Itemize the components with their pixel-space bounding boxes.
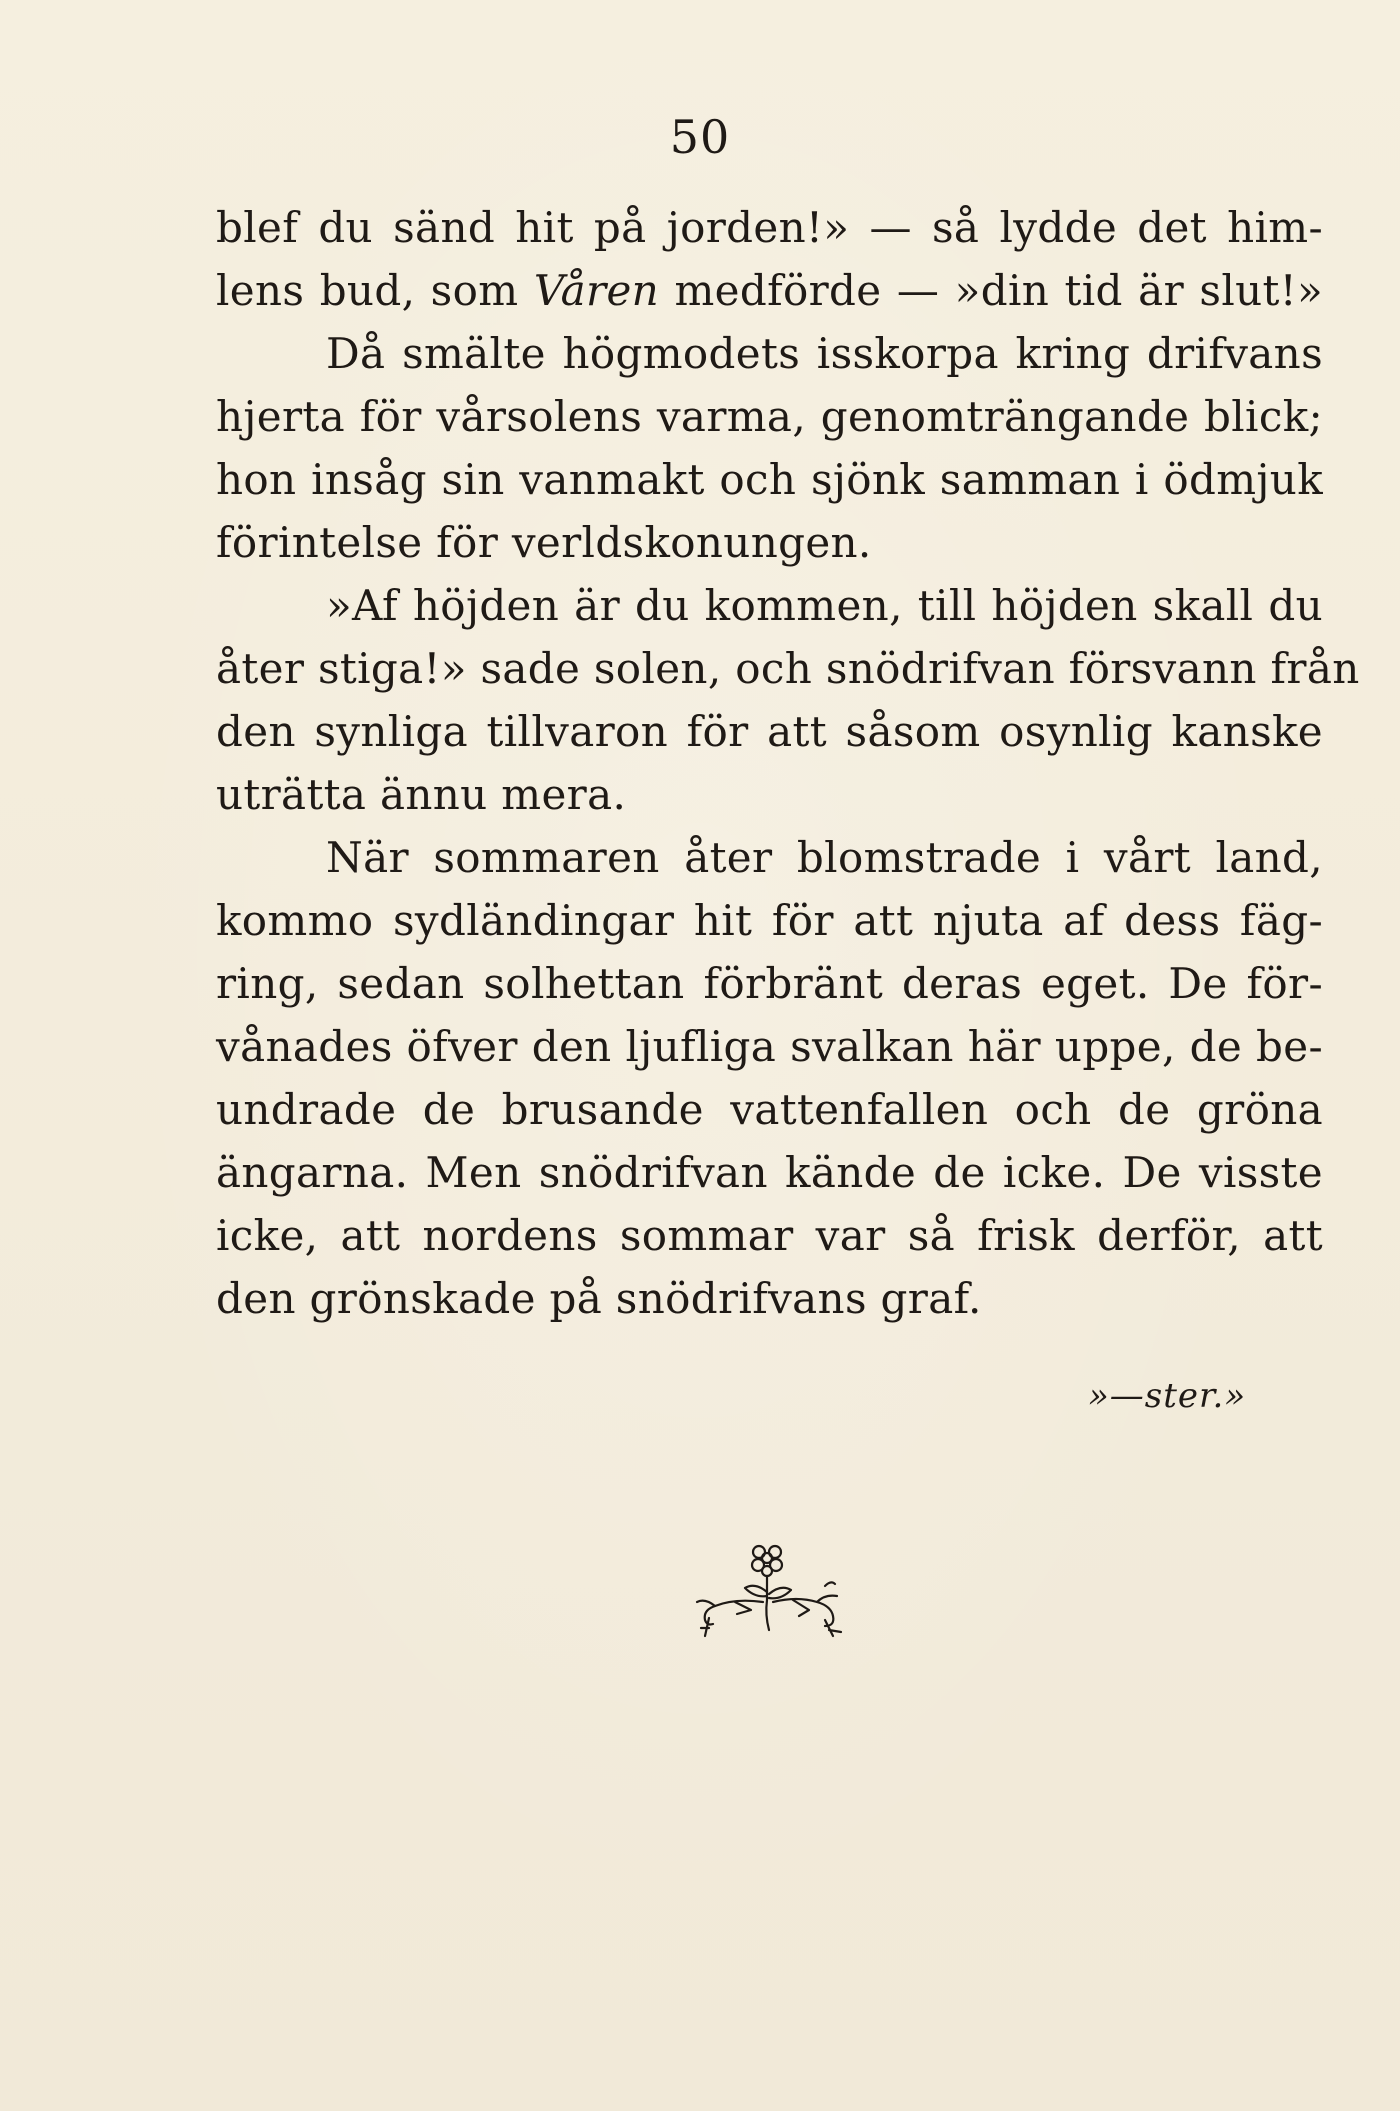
text-line-16: ängarna. Men snödrifvan kände de icke. De visste	[216, 1148, 1323, 1197]
author-signature: »—ster.»	[1088, 1376, 1247, 1416]
text-line-7: »Af höjden är du kommen, till höjden skall du	[326, 581, 1323, 630]
text-line-2: lens bud, som Våren medförde — »din tid är slut!»	[216, 266, 1323, 315]
text-line-18: den grönskade på snödrifvans graf.	[216, 1274, 982, 1323]
text-line-3: Då smälte högmodets isskorpa kring drifvans	[326, 329, 1323, 378]
page-number: 50	[669, 110, 731, 164]
text-line-14: vånades öfver den ljufliga svalkan här uppe, de be-	[216, 1022, 1323, 1071]
text-line-5: hon insåg sin vanmakt och sjönk samman i ödmjuk	[216, 455, 1323, 504]
text-line-8: åter stiga!» sade solen, och snödrifvan försvann från	[216, 644, 1360, 693]
text-line-6: förintelse för verldskonungen.	[216, 518, 872, 567]
text-line-15: undrade de brusande vattenfallen och de gröna	[216, 1085, 1323, 1134]
text-line-10: uträtta ännu mera.	[216, 770, 627, 819]
body-text	[216, 196, 1360, 1330]
text-line-13: ring, sedan solhettan förbränt deras eget. De för-	[216, 959, 1323, 1008]
text-line-17: icke, att nordens sommar var så frisk derför, att	[216, 1211, 1323, 1260]
text-line-1: blef du sänd hit på jorden!» — så lydde det him-	[216, 203, 1323, 252]
text-line-9: den synliga tillvaron för att såsom osynlig kanske	[216, 707, 1323, 756]
italic-word: Våren	[533, 266, 660, 315]
text-line-11: När sommaren åter blomstrade i vårt land,	[326, 833, 1323, 882]
text-line-4: hjerta för vårsolens varma, genomträngande blick;	[216, 392, 1323, 441]
floral-tailpiece-icon	[675, 1540, 875, 1650]
text-line-12: kommo sydländingar hit för att njuta af dess fäg-	[216, 896, 1323, 945]
